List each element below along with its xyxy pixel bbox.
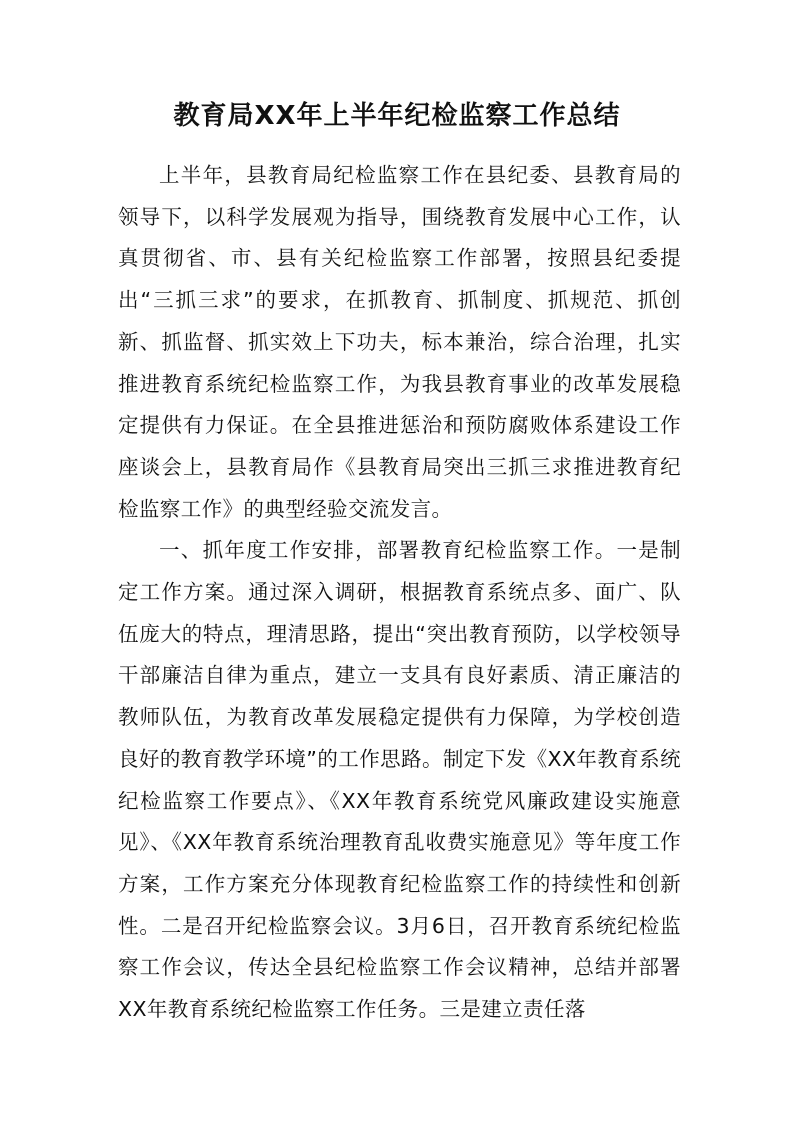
paragraph-intro: 上半年，县教育局纪检监察工作在县纪委、县教育局的领导下，以科学发展观为指导，围绕教育发展中心工作，认真贯彻省、市、县有关纪检监察工作部署，按照县纪委提出“三抓三求”的要求，在抓教育、抓制度、抓规范、抓创新、抓监督、抓实效上下功夫，标本兼治，综合治理，扎实推进教育系统纪检监察工作，为我县教育事业的改革发展稳定提供有力保证。在全县推进惩治和预防腐败体系建设工作座谈会上，县教育局作《县教育局突出三抓三求推进教育纪检监察工作》的典型经验交流发言。 [118,163,681,521]
document-body [118,155,681,1031]
paragraph-section-one: 一、抓年度工作安排，部署教育纪检监察工作。一是制定工作方案。通过深入调研，根据教育系统点多、面广、队伍庞大的特点，理清思路，提出“突出教育预防，以学校领导干部廉洁自律为重点，建立一支具有良好素质、清正廉洁的教师队伍，为教育改革发展稳定提供有力保障，为学校创造良好的教育教学环境”的工作思路。制定下发《XX年教育系统纪检监察工作要点》、《XX年教育系统党风廉政建设实施意见》、《XX年教育系统治理教育乱收费实施意见》等年度工作方案，工作方案充分体现教育纪检监察工作的持续性和创新性。二是召开纪检监察会议。3月6日，召开教育系统纪检监察工作会议，传达全县纪检监察工作会议精神，总结并部署XX年教育系统纪检监察工作任务。三是建立责任落 [118,538,681,1022]
document-title: 教育局XX年上半年纪检监察工作总结 [173,101,621,131]
